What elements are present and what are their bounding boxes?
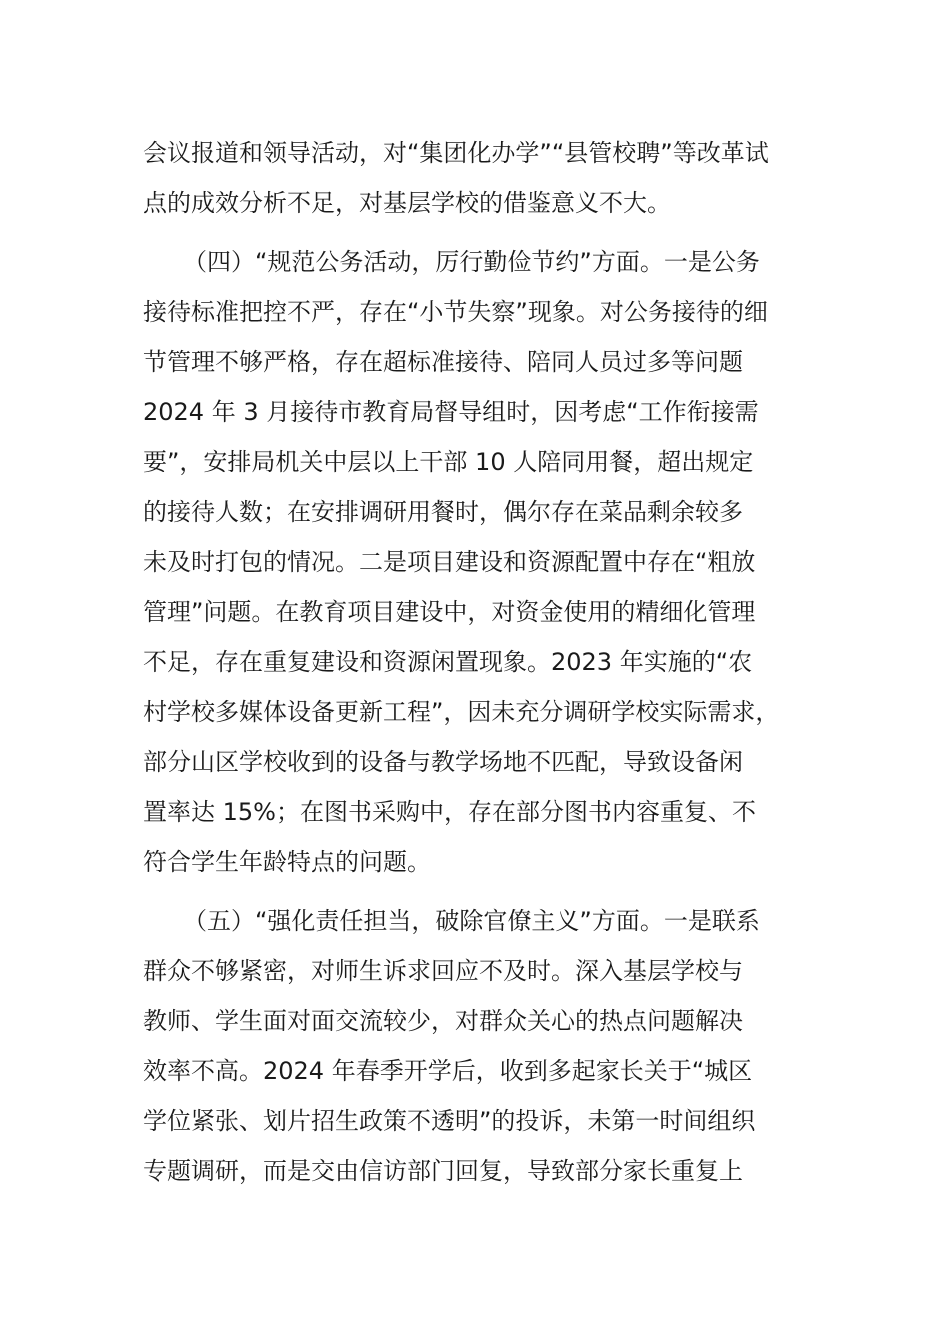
text-line: 部分山区学校收到的设备与教学场地不匹配，导致设备闲 [143, 748, 743, 776]
text-line: 教师、学生面对面交流较少，对群众关心的热点问题解决 [143, 1007, 743, 1035]
text-line: 村学校多媒体设备更新工程”，因未充分调研学校实际需求， [143, 698, 780, 726]
text-line: （四）“规范公务活动，厉行勤俭节约”方面。一是公务 [183, 248, 760, 276]
text-line: 符合学生年龄特点的问题。 [143, 848, 431, 876]
text-line: 要”，安排局机关中层以上干部 10 人陪同用餐，超出规定 [143, 448, 754, 476]
text-line: 群众不够紧密，对师生诉求回应不及时。深入基层学校与 [143, 957, 743, 985]
text-line: 未及时打包的情况。二是项目建设和资源配置中存在“粗放 [143, 548, 756, 576]
paragraph-2 [143, 237, 843, 887]
text-line: 接待标准把控不严，存在“小节失察”现象。对公务接待的细 [143, 298, 768, 326]
document-body [143, 128, 843, 1196]
text-line: 置率达 15%；在图书采购中，存在部分图书内容重复、不 [143, 798, 756, 826]
paragraph-1 [143, 128, 843, 228]
text-line: 会议报道和领导活动，对“集团化办学”“县管校聘”等改革试 [143, 139, 769, 167]
text-line: 效率不高。2024 年春季开学后，收到多起家长关于“城区 [143, 1057, 753, 1085]
text-line: 管理”问题。在教育项目建设中，对资金使用的精细化管理 [143, 598, 756, 626]
text-line: 学位紧张、划片招生政策不透明”的投诉，未第一时间组织 [143, 1107, 756, 1135]
text-line: （五）“强化责任担当，破除官僚主义”方面。一是联系 [183, 907, 760, 935]
text-line: 的接待人数；在安排调研用餐时，偶尔存在菜品剩余较多 [143, 498, 743, 526]
text-line: 点的成效分析不足，对基层学校的借鉴意义不大。 [143, 189, 671, 217]
text-line: 节管理不够严格，存在超标准接待、陪同人员过多等问题 [143, 348, 743, 376]
text-line: 不足，存在重复建设和资源闲置现象。2023 年实施的“农 [143, 648, 753, 676]
text-line: 专题调研，而是交由信访部门回复，导致部分家长重复上 [143, 1157, 743, 1185]
text-line: 2024 年 3 月接待市教育局督导组时，因考虑“工作衔接需 [143, 398, 759, 426]
paragraph-3 [143, 896, 843, 1196]
